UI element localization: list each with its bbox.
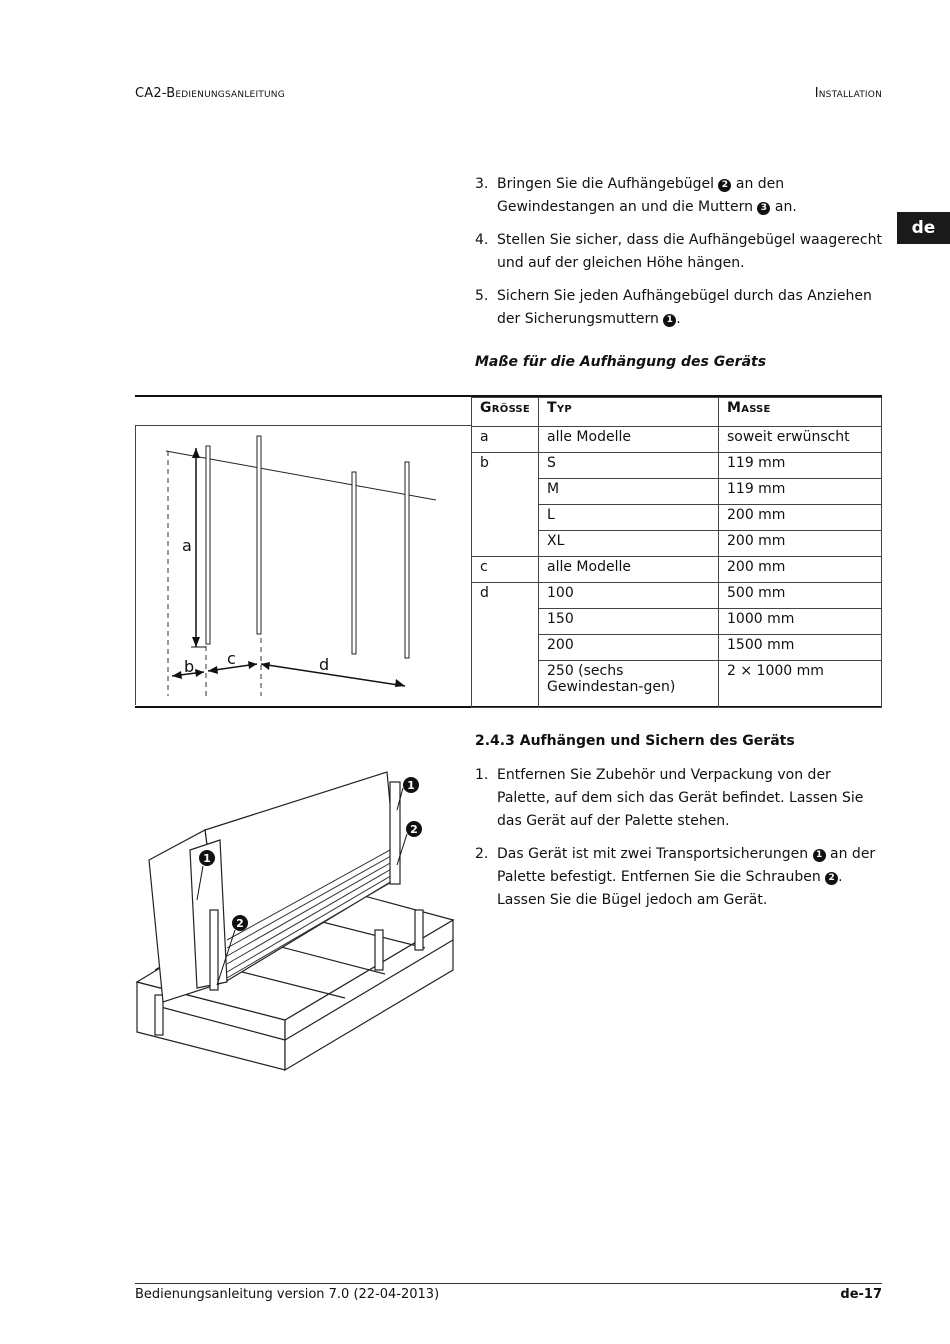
step-text: . Lassen Sie die Bügel jedoch am Gerät.: [497, 869, 843, 908]
dim-label-d: d: [319, 655, 330, 674]
cell-size: d: [472, 583, 539, 708]
rod-diagram: [136, 426, 472, 705]
cell-dim: 119 mm: [719, 479, 882, 505]
cell-dim: soweit erwünscht: [719, 427, 882, 453]
step-item: [475, 285, 885, 331]
cell-size: b: [472, 453, 539, 557]
callout-badge: 1: [663, 314, 676, 327]
callout-two-top: 2: [410, 823, 418, 836]
step-item: [475, 843, 885, 912]
cell-type: alle Modelle: [539, 557, 719, 583]
callout-one-top: 1: [407, 779, 415, 792]
header-type: Typ: [539, 398, 719, 427]
dim-label-b: b: [184, 657, 195, 676]
footer-version: Bedienungsanleitung version 7.0 (22-04-2013): [135, 1287, 440, 1302]
cell-dim: 500 mm: [719, 583, 882, 609]
cell-dim: 200 mm: [719, 531, 882, 557]
running-header-left: CA2-Bedienungsanleitung: [135, 86, 285, 101]
step-text: Entfernen Sie Zubehör und Verpackung von der Palette, auf dem sich das Gerät befindet. Lassen Sie das Gerät auf der Palette stehen.: [497, 767, 864, 829]
step-text: Sichern Sie jeden Aufhängebügel durch das Anziehen der Sicherungsmuttern: [497, 288, 872, 327]
step-text: Bringen Sie die Aufhängebügel: [497, 176, 719, 192]
cell-dim: 119 mm: [719, 453, 882, 479]
step-item: [475, 229, 885, 275]
cell-type: 100: [539, 583, 719, 609]
callout-badge: 2: [718, 179, 731, 192]
table-header-row: [472, 398, 882, 427]
dim-label-a: a: [182, 536, 192, 555]
table-row: [472, 557, 882, 583]
step-number: 5.: [475, 288, 489, 304]
cell-dim: 2 × 1000 mm: [719, 661, 882, 708]
callout-badge: 1: [813, 849, 826, 862]
cell-type: 250 (sechs Gewindestan-gen): [539, 661, 719, 708]
callout-two-left: 2: [236, 917, 244, 930]
callout-badge: 3: [757, 202, 770, 215]
cell-size: c: [472, 557, 539, 583]
table-row: [472, 583, 882, 609]
page-number: de-17: [840, 1287, 882, 1302]
cell-size: a: [472, 427, 539, 453]
step-text: Stellen Sie sicher, dass die Aufhängebügel waagerecht und auf der gleichen Höhe hängen.: [497, 232, 882, 271]
step-item: [475, 764, 885, 833]
running-header-right: Installation: [814, 86, 882, 101]
step-text: an.: [770, 199, 797, 215]
step-number: 3.: [475, 176, 489, 192]
step-text: .: [676, 311, 681, 327]
cell-dim: 200 mm: [719, 505, 882, 531]
header-size: Größe: [472, 398, 539, 427]
pallet-drawing: [135, 770, 455, 1075]
step-text: an den Gewindestangen an und die Muttern: [497, 176, 785, 215]
subsection-title: 2.4.3 Aufhängen und Sichern des Geräts: [475, 733, 795, 749]
step-text: an der Palette befestigt. Entfernen Sie die Schrauben: [497, 846, 876, 885]
step-number: 4.: [475, 232, 489, 248]
cell-type: L: [539, 505, 719, 531]
step-text: Das Gerät ist mit zwei Transportsicherungen: [497, 846, 813, 862]
table-row: [472, 453, 882, 479]
language-tab: de: [897, 212, 950, 244]
step-number: 1.: [475, 767, 489, 783]
dimensions-table: [471, 397, 882, 708]
callout-badge: 2: [825, 872, 838, 885]
rod-diagram-cell: [135, 425, 472, 705]
header-dim: Maße: [719, 398, 882, 427]
cell-dim: 1500 mm: [719, 635, 882, 661]
cell-type: 200: [539, 635, 719, 661]
section-title: Maße für die Aufhängung des Geräts: [475, 354, 767, 370]
callout-one-left: 1: [203, 852, 211, 865]
cell-type: S: [539, 453, 719, 479]
cell-type: alle Modelle: [539, 427, 719, 453]
dim-label-c: c: [227, 649, 236, 668]
cell-type: XL: [539, 531, 719, 557]
footer-divider: [135, 1283, 882, 1284]
table-row: [472, 427, 882, 453]
cell-dim: 1000 mm: [719, 609, 882, 635]
installation-steps-top: [475, 173, 885, 341]
cell-type: 150: [539, 609, 719, 635]
pallet-illustration: [135, 770, 455, 1075]
step-item: [475, 173, 885, 219]
installation-steps-bottom: [475, 764, 885, 922]
cell-dim: 200 mm: [719, 557, 882, 583]
step-number: 2.: [475, 846, 489, 862]
cell-type: M: [539, 479, 719, 505]
